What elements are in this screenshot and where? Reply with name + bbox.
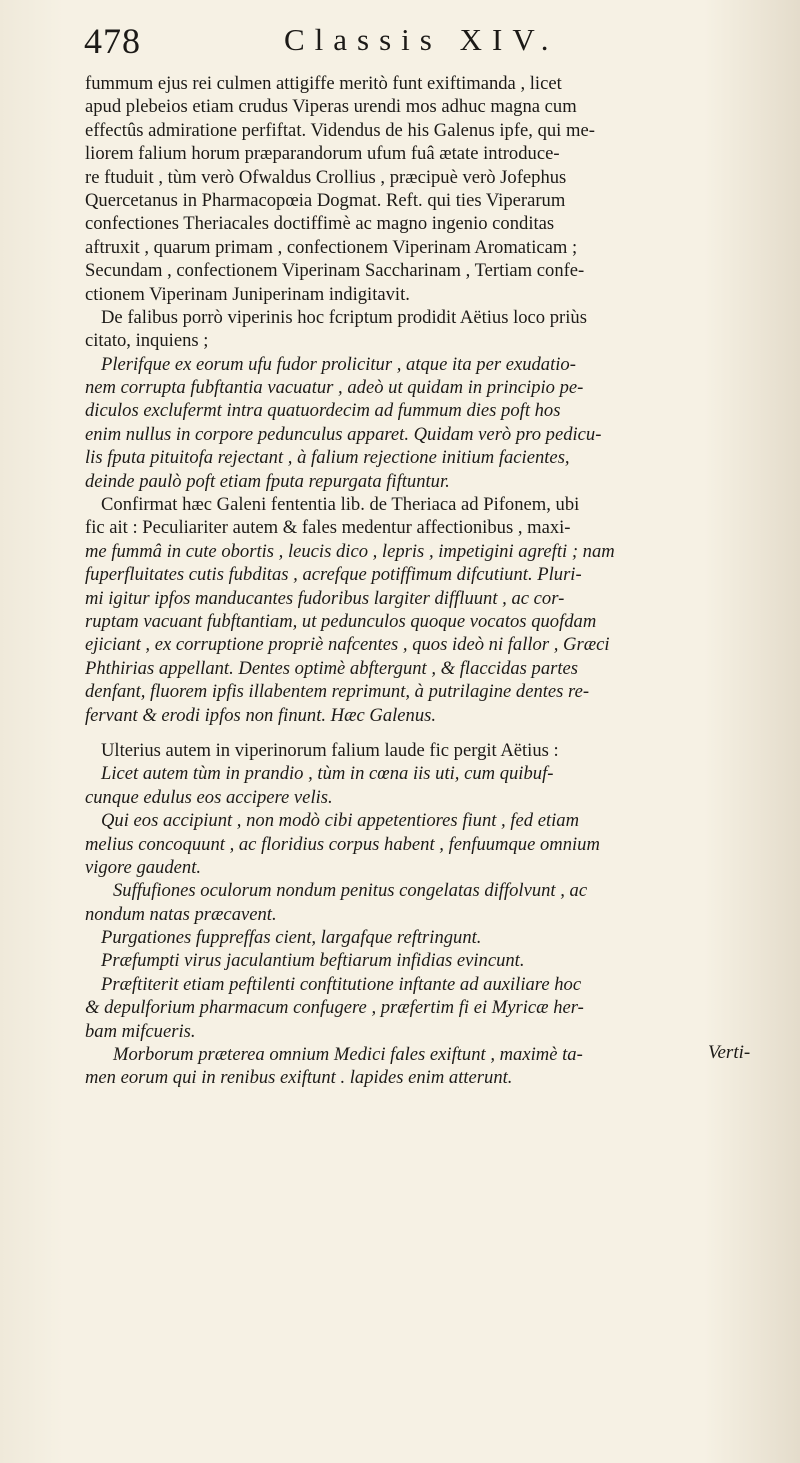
text-line: mi igitur ipfos manducantes fudoribus largiter diffluunt , ac cor- (85, 587, 565, 609)
text-line: Phthirias appellant. Dentes optimè abftergunt , & flaccidas partes (85, 657, 579, 679)
text-line: fummum ejus rei culmen attigiffe meritò funt exiftimanda , licet (85, 73, 562, 94)
text-line: fuperfluitates cutis fubditas , acrefque potiffimum difcutiunt. Pluri- (85, 564, 582, 586)
text-line: cunque edulus eos accipere velis. (85, 786, 333, 808)
text-line: denfant, fluorem ipfis illabentem reprimunt, à putrilagine dentes re- (85, 681, 590, 703)
paragraph-gap (85, 727, 757, 739)
text-line: ctionem Viperinam Juniperinam indigitavit. (85, 283, 410, 305)
catchword: Verti- (708, 1042, 751, 1063)
text-line: & depulforium pharmacum confugere , præfertim fi ei Myricæ her- (85, 997, 584, 1019)
text-line: Morborum præterea omnium Medici fales exiftunt , maximè ta- (113, 1044, 583, 1066)
text-line: Suffufiones oculorum nondum penitus congelatas diffolvunt , ac (113, 880, 588, 902)
running-title: Classis XIV. (284, 22, 559, 57)
text-line: Præftiterit etiam peftilenti conftitutione inftante ad auxiliare hoc (101, 973, 582, 995)
text-line: confectiones Theriacales doctiffimè ac magno ingenio conditas (85, 213, 555, 235)
page-header (84, 20, 764, 68)
text-line: re ftuduit , tùm verò Ofwaldus Crollius , præcipuè verò Jofephus (85, 166, 567, 188)
text-line: fic ait : Peculiariter autem & fales medentur affectionibus , maxi- (85, 517, 571, 539)
text-line: me fummâ in cute obortis , leucis dico , lepris , impetigini agrefti ; nam (85, 540, 615, 562)
text-line: Plerifque ex eorum ufu fudor prolicitur , atque ita per exudatio- (101, 353, 576, 375)
text-line: effectûs admiratione perfiftat. Videndus de his Galenus ipfe, qui me- (85, 119, 595, 141)
text-line: citato, inquiens ; (85, 330, 209, 352)
text-line: diculos exclufermt intra quatuordecim ad fummum dies poft hos (85, 400, 561, 422)
text-line: Ulterius autem in viperinorum falium laude fic pergit Aëtius : (101, 739, 559, 761)
text-line: Qui eos accipiunt , non modò cibi appetentiores fiunt , fed etiam (101, 810, 580, 832)
text-line: men eorum qui in renibus exiftunt . lapides enim atterunt. (85, 1067, 513, 1089)
text-line: Secundam , confectionem Viperinam Saccharinam , Tertiam confe- (85, 260, 585, 282)
text-line: lis fputa pituitofa rejectant , à falium rejectione initium facientes, (85, 447, 570, 469)
text-line: deinde paulò poft etiam fputa repurgata fiftuntur. (85, 470, 450, 492)
text-line: nondum natas præcavent. (85, 903, 277, 925)
text-line: aftruxit , quarum primam , confectionem Viperinam Aromaticam ; (85, 236, 578, 258)
text-line: nem corrupta fubftantia vacuatur , adeò ut quidam in principio pe- (85, 377, 584, 399)
text-line: Purgationes fuppreffas cient, largafque reftringunt. (101, 927, 482, 949)
text-line: melius concoquunt , ac floridius corpus habent , fenfuumque omnium (85, 833, 600, 855)
text-line: enim nullus in corpore pedunculus apparet. Quidam verò pro pedicu- (85, 423, 602, 445)
text-line: Præfumpti virus jaculantium beftiarum infidias evincunt. (101, 950, 525, 972)
text-line: Confirmat hæc Galeni fententia lib. de Theriaca ad Pifonem, ubi (101, 494, 580, 516)
text-line: ejiciant , ex corruptione propriè nafcentes , quos ideò ni fallor , Græci (85, 634, 610, 656)
text-line: fervant & erodi ipfos non finunt. Hæc Galenus. (85, 704, 437, 726)
text-line: apud plebeios etiam crudus Viperas urendi mos adhuc magna cum (85, 96, 577, 118)
text-line: De falibus porrò viperinis hoc fcriptum prodidit Aëtius loco priùs (101, 306, 587, 328)
body-text (85, 72, 757, 1090)
text-line: ruptam vacuant fubftantiam, ut pedunculos quoque vocatos quofdam (85, 610, 597, 632)
page-number: 478 (84, 21, 141, 61)
text-line: liorem falium horum præparandorum ufum fuâ ætate introduce- (85, 143, 560, 165)
text-line: vigore gaudent. (85, 856, 202, 878)
text-line: Quercetanus in Pharmacopœia Dogmat. Reft. qui ties Viperarum (85, 189, 566, 211)
text-line: bam mifcueris. (85, 1020, 196, 1042)
text-line: Licet autem tùm in prandio , tùm in cœna iis uti, cum quibuf- (101, 763, 554, 785)
